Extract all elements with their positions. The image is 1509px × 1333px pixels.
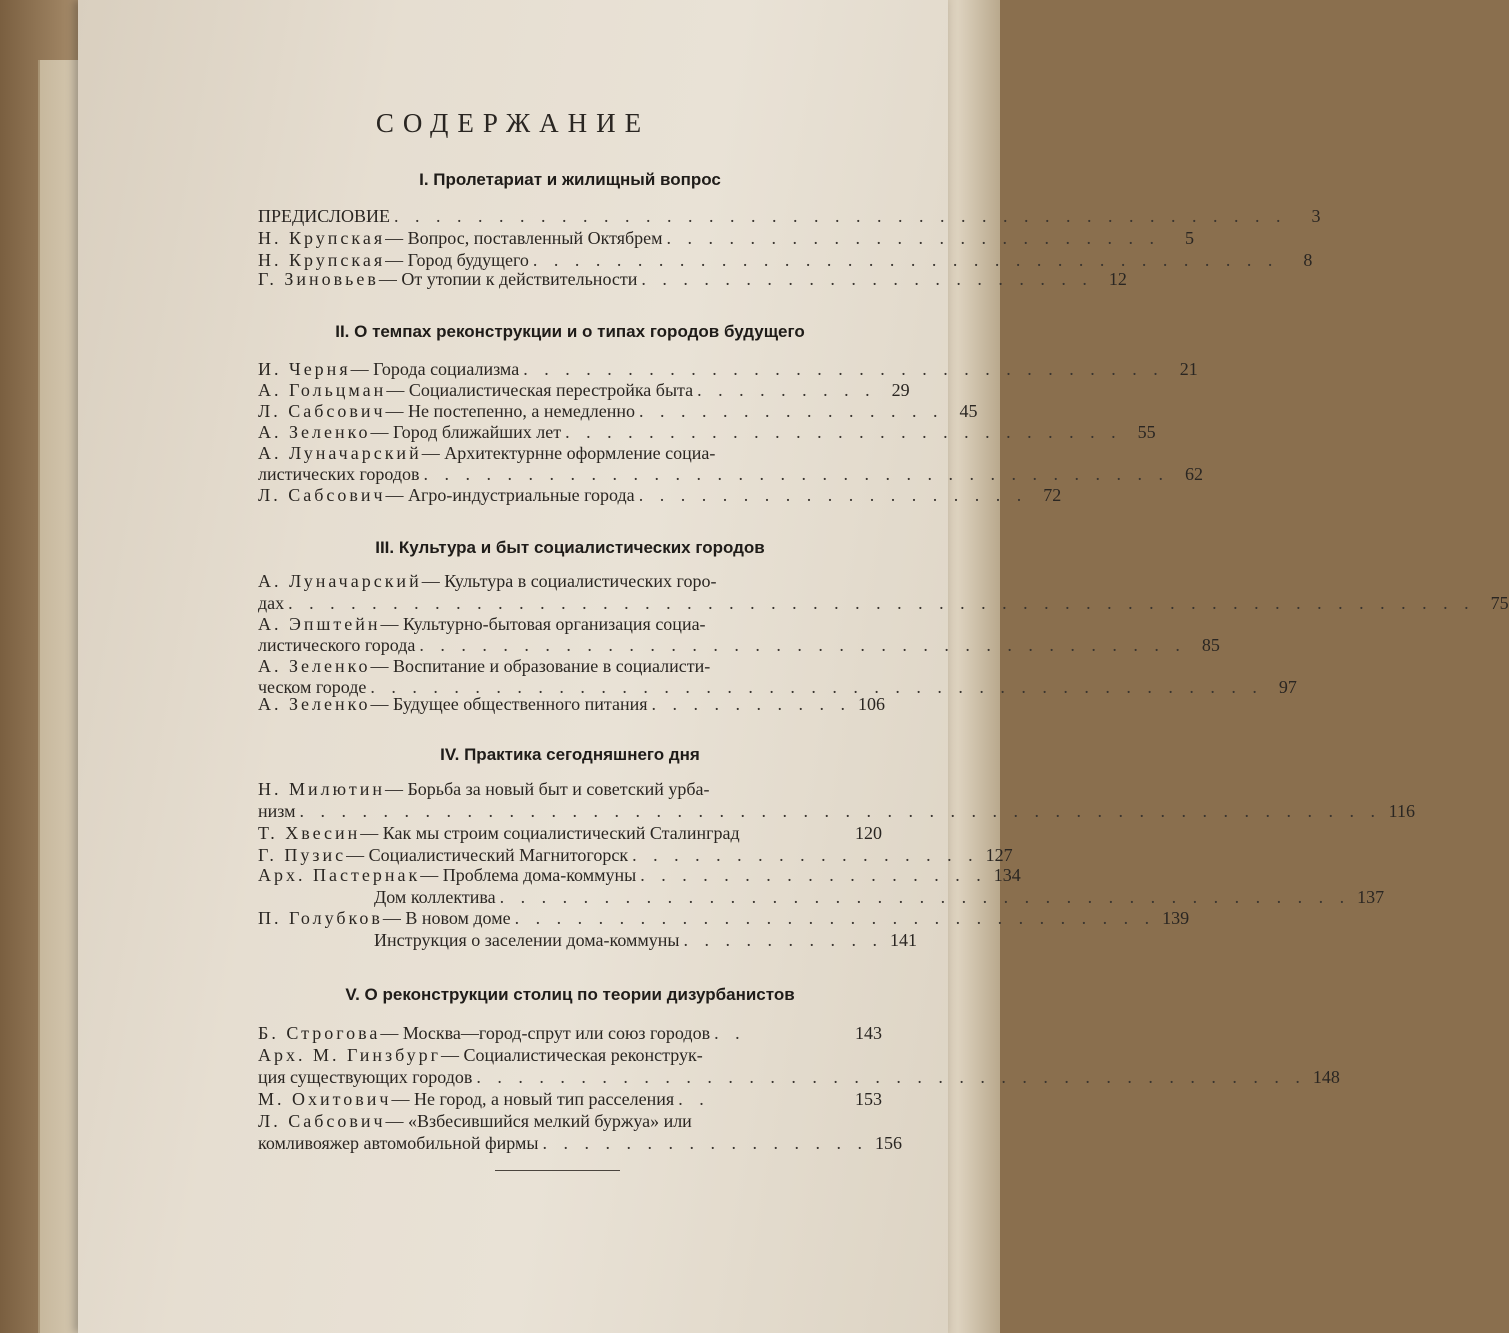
- leader-dots: . . . . . . . . . . . . . . . . . . . . . . . . . . . . . . . . . . . . .: [419, 635, 1186, 655]
- toc-entry-continuation: [258, 634, 1220, 656]
- toc-entry: [258, 693, 885, 715]
- entry-page: 5: [1185, 228, 1195, 248]
- leader-dots: . . . . . . . . . . . . . . . . .: [640, 865, 987, 885]
- toc-entry: [374, 886, 1385, 908]
- leader-dots: . . . . . . . . . . . . . . . . . . . . . . . . . . . . . . .: [514, 908, 1156, 928]
- entry-author: Л. Сабсович: [258, 1111, 386, 1131]
- toc-entry-continuation: [258, 463, 1204, 485]
- entry-page: 12: [1108, 269, 1127, 289]
- entry-author: А. Зеленко: [258, 422, 371, 442]
- entry-author: Л. Сабсович: [258, 485, 386, 505]
- entry-page: 62: [1185, 464, 1204, 484]
- entry-page: 153: [855, 1089, 882, 1109]
- entry-title: — Культура в социалистических горо-: [421, 571, 717, 591]
- entry-title: — Как мы строим социалистический Сталинград: [360, 823, 740, 843]
- entry-author: Н. Милютин: [258, 779, 385, 799]
- entry-page: 106: [857, 694, 885, 714]
- toc-entry: [258, 864, 1021, 886]
- entry-title: — Проблема дома-коммуны: [420, 865, 637, 885]
- entry-title: — Город ближайших лет: [370, 422, 562, 442]
- leader-dots: . . . . . . . . . .: [651, 694, 851, 714]
- entry-title: ПРЕДИСЛОВИЕ: [258, 206, 391, 226]
- leader-dots: . . . . . . . . . . . . . . . . . . . . . . . . . . . . . . . . . . . . . . . . .: [499, 887, 1351, 907]
- toc-entry-continuation: [258, 800, 1416, 822]
- toc-entry: [258, 613, 882, 635]
- toc-entry: [258, 1110, 882, 1132]
- leader-dots: . . . . . . . . . . . . . . . . . . . . . . . . . . . . . . . . . . . .: [532, 250, 1279, 270]
- entry-author: А. Гольцман: [258, 380, 387, 400]
- entry-page: 72: [1043, 485, 1062, 505]
- entry-page: 156: [874, 1133, 902, 1153]
- toc-entry: [258, 379, 910, 401]
- toc-entry: [258, 227, 1195, 249]
- entry-author: А. Луначарский: [258, 443, 422, 463]
- entry-page: 85: [1201, 635, 1220, 655]
- entry-author: Г. Зиновьев: [258, 269, 379, 289]
- entry-author: Н. Крупская: [258, 228, 386, 248]
- leader-dots: . . . . . . . . . . . . . . . . . . . . . . . . . . . . . . . . . . . . . . . . . . .: [394, 206, 1287, 226]
- leader-dots: . .: [714, 1023, 746, 1043]
- entry-author: А. Зеленко: [258, 656, 371, 676]
- entry-page: 29: [891, 380, 910, 400]
- toc-entry: [258, 570, 882, 592]
- entry-title: — Социалистический Магнитогорск: [346, 845, 629, 865]
- entry-page: 139: [1162, 908, 1190, 928]
- entry-author: Н. Крупская: [258, 250, 386, 270]
- entry-title: — Социалистическая реконструк-: [440, 1045, 703, 1065]
- toc-entry: [258, 400, 978, 422]
- entry-title: Дом коллектива: [374, 887, 496, 907]
- entry-author: И. Черня: [258, 359, 351, 379]
- leader-dots: . . . . . . . . . . . . . . . . . . .: [638, 485, 1028, 505]
- leader-dots: . . . . . . . . . .: [683, 930, 883, 950]
- entry-title-continuation: низм: [258, 801, 296, 821]
- entry-title: — Москва—город-спрут или союз городов: [380, 1023, 711, 1043]
- entry-page: 143: [855, 1023, 882, 1043]
- entry-title-continuation: комливояжер автомобильной фирмы: [258, 1133, 539, 1153]
- entry-author: Г. Пузис: [258, 845, 347, 865]
- leader-dots: . . . . . . . . . . . . . . . . . . . . . . . . . . . . . . . . . . . . . . . .: [476, 1067, 1306, 1087]
- entry-title: — В новом доме: [382, 908, 511, 928]
- entry-page: 127: [985, 845, 1013, 865]
- entry-author: М. Охитович: [258, 1089, 392, 1109]
- toc-entry: [258, 844, 1013, 866]
- entry-page: 141: [890, 930, 917, 950]
- leader-dots: . . . . . . . . . . . . . . . . . . . . . . . . . . . . . . .: [523, 359, 1164, 379]
- entry-page: 148: [1312, 1067, 1340, 1087]
- entry-title: — Агро-индустриальные города: [385, 485, 635, 505]
- entry-title-continuation: ция существующих городов: [258, 1067, 473, 1087]
- entry-author: Т. Хвесин: [258, 823, 361, 843]
- entry-title: — Воспитание и образование в социалисти-: [370, 656, 711, 676]
- leader-dots: . . . . . . . . . . . . . . . . . . . . . . . .: [666, 228, 1161, 248]
- entry-page: 137: [1357, 887, 1385, 907]
- toc-entry: [258, 778, 882, 800]
- leader-dots: . . . . . . . . . . . . . . . . . . . . . . . . . . . . . . . . . . . . . . . . . . . . . . . . . . . .: [299, 801, 1382, 821]
- entry-page: 55: [1137, 422, 1156, 442]
- leader-dots: . .: [678, 1089, 710, 1109]
- entry-page: 97: [1278, 677, 1297, 697]
- entry-title: — От утопии к действительности: [378, 269, 638, 289]
- leader-dots: . . . . . . . . .: [697, 380, 876, 400]
- entry-title-continuation: листических городов: [258, 464, 420, 484]
- entry-title: — Не постепенно, а немедленно: [385, 401, 635, 421]
- section-heading-1: I. Пролетариат и жилищный вопрос: [419, 170, 721, 189]
- leader-dots: . . . . . . . . . . . . . . .: [639, 401, 944, 421]
- entry-page: 120: [855, 823, 882, 843]
- divider-rule: [495, 1170, 620, 1171]
- toc-entry: [374, 929, 917, 951]
- page-title: СОДЕРЖАНИЕ: [375, 108, 651, 138]
- toc-entry-continuation: [258, 1132, 902, 1154]
- toc-entry: [258, 1044, 882, 1066]
- toc-entry: [258, 442, 882, 464]
- toc-entry: [258, 268, 1127, 290]
- entry-page: 75: [1490, 593, 1509, 613]
- entry-page: 116: [1388, 801, 1416, 821]
- toc-entry-continuation: [258, 1066, 1340, 1088]
- entry-author: Л. Сабсович: [258, 401, 386, 421]
- leader-dots: . . . . . . . . . . . . . . . .: [542, 1133, 868, 1153]
- toc-entry: [258, 205, 1321, 227]
- entry-author: П. Голубков: [258, 908, 383, 928]
- entry-title: — Город будущего: [385, 250, 529, 270]
- entry-title-continuation: листического города: [258, 635, 416, 655]
- entry-author: Б. Строгова: [258, 1023, 381, 1043]
- leader-dots: . . . . . . . . . . . . . . . . . . . . . . . . . . . . . . . . . . . . . . . . . . .: [370, 677, 1263, 697]
- entry-page: 45: [959, 401, 978, 421]
- entry-title: — Не город, а новый тип расселения: [391, 1089, 675, 1109]
- entry-author: А. Эпштейн: [258, 614, 381, 634]
- toc-entry: [258, 1088, 882, 1110]
- entry-title: — Социалистическая перестройка быта: [386, 380, 694, 400]
- section-heading-5: V. О реконструкции столиц по теории дизурбанистов: [345, 985, 795, 1004]
- entry-author: Арх. М. Гинзбург: [258, 1045, 441, 1065]
- toc-entry: [258, 1022, 882, 1044]
- toc-entry: [258, 655, 882, 677]
- section-heading-4: IV. Практика сегодняшнего дня: [440, 745, 700, 764]
- entry-title: — Архитектурнне оформление социа-: [421, 443, 716, 463]
- entry-author: Арх. Пастернак: [258, 865, 421, 885]
- entry-author: А. Луначарский: [258, 571, 422, 591]
- entry-page: 21: [1179, 359, 1198, 379]
- leader-dots: . . . . . . . . . . . . . . . . .: [632, 845, 979, 865]
- entry-title: — Вопрос, поставленный Октябрем: [385, 228, 663, 248]
- section-heading-2: II. О темпах реконструкции и о типах городов будущего: [335, 322, 805, 341]
- leader-dots: . . . . . . . . . . . . . . . . . . . . . . . . . . . . . . . . . . . . . . . . . . . . . . . . . . . . . . . . .: [288, 593, 1475, 613]
- entry-title: — Культурно-бытовая организация социа-: [380, 614, 706, 634]
- leader-dots: . . . . . . . . . . . . . . . . . . . . . . . . . . .: [565, 422, 1122, 442]
- toc-entry: [258, 421, 1156, 443]
- entry-title-continuation: дах: [258, 593, 285, 613]
- toc-entry-continuation: [258, 592, 1509, 614]
- entry-title: — «Взбесившийся мелкий буржуа» или: [385, 1111, 692, 1131]
- leader-dots: . . . . . . . . . . . . . . . . . . . . . .: [641, 269, 1093, 289]
- section-heading-3: III. Культура и быт социалистических городов: [375, 538, 765, 557]
- toc-entry: [258, 484, 1062, 506]
- toc-entry: [258, 907, 1190, 929]
- entry-title-continuation: ческом городе: [258, 677, 367, 697]
- leader-dots: . . . . . . . . . . . . . . . . . . . . . . . . . . . . . . . . . . . .: [423, 464, 1170, 484]
- entry-page: 8: [1303, 250, 1313, 270]
- entry-title: Инструкция о заселении дома-коммуны: [374, 930, 680, 950]
- entry-title: — Борьба за новый быт и советский урба-: [384, 779, 710, 799]
- entry-page: 3: [1311, 206, 1321, 226]
- toc-entry: [258, 358, 1198, 380]
- entry-author: А. Зеленко: [258, 694, 371, 714]
- entry-title: — Города социализма: [350, 359, 520, 379]
- toc-entry: [258, 822, 882, 844]
- entry-title: — Будущее общественного питания: [370, 694, 648, 714]
- entry-page: 134: [993, 865, 1021, 885]
